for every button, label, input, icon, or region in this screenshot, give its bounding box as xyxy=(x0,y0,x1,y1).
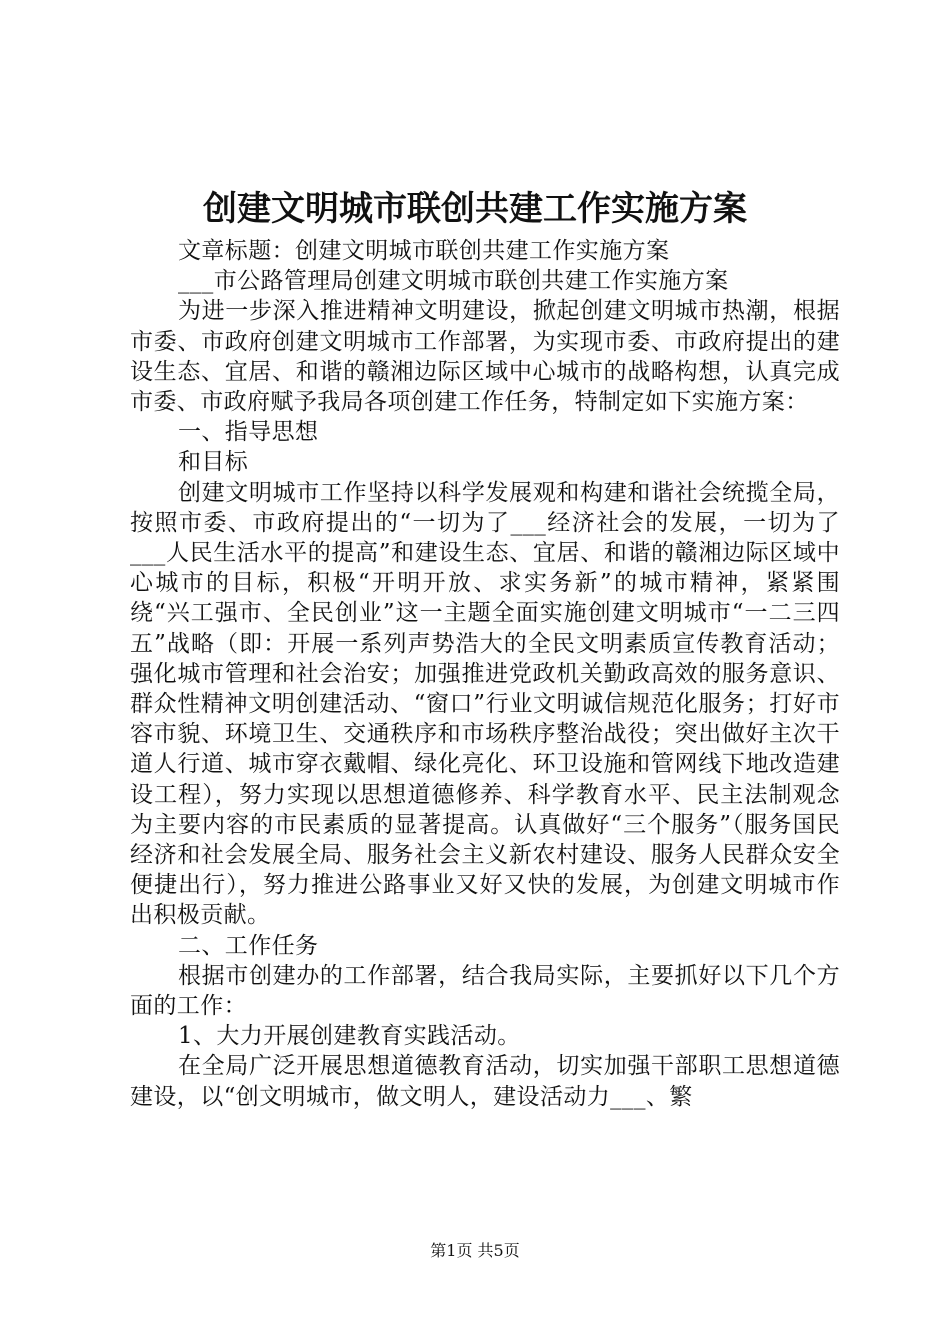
paragraph-guiding-thought: 创建文明城市工作坚持以科学发展观和构建和谐社会统揽全局，按照市委、市政府提出的“一切为了___经济社会的发展，一切为了___人民生活水平的提高”和建设生态、宜居、和谐的赣湘边际区域中心城市的目标，积极“开明开放、求实务新”的城市精神，紧紧围绕“兴工强市、全民创业”这一主题全面实施创建文明城市“一二三四五”战略（即：开展一系列声势浩大的全民文明素质宣传教育活动；强化城市管理和社会治安；加强推进党政机关勤政高效的服务意识、群众性精神文明创建活动、“窗口”行业文明诚信规范化服务；打好市容市貌、环境卫生、交通秩序和市场秩序整治战役；突出做好主次干道人行道、城市穿衣戴帽、绿化亮化、环卫设施和管网线下地改造建设工程），努力实现以思想道德修养、科学教育水平、民主法制观念为主要内容的市民素质的显著提高。认真做好“三个服务”（服务国民经济和社会发展全局、服务社会主义新农村建设、服务人民群众安全便捷出行），努力推进公路事业又好又快的发展，为创建文明城市作出积极贡献。 xyxy=(130,479,840,929)
section-heading-tasks: 二、工作任务 xyxy=(178,932,319,959)
plan-subtitle: ___市公路管理局创建文明城市联创共建工作实施方案 xyxy=(178,268,729,295)
paragraph-education: 在全局广泛开展思想道德教育活动，切实加强干部职工思想道德建设，以“创文明城市，做文明人，建设活动力___、繁 xyxy=(130,1053,840,1110)
article-title-line: 文章标题：创建文明城市联创共建工作实施方案 xyxy=(178,238,670,264)
document-title: 创建文明城市联创共建工作实施方案 xyxy=(203,189,747,229)
paragraph-tasks-intro: 根据市创建办的工作部署，结合我局实际，主要抓好以下几个方面的工作： xyxy=(130,962,840,1020)
paragraph-intro: 为进一步深入推进精神文明建设，掀起创建文明城市热潮，根据市委、市政府创建文明城市工作部署，为实现市委、市政府提出的建设生态、宜居、和谐的赣湘边际区域中心城市的战略构想，认真完成市委、市政府赋予我局各项创建工作任务，特制定如下实施方案： xyxy=(130,298,840,416)
subsection-heading-1: 1、大力开展创建教育实践活动。 xyxy=(178,1023,521,1050)
document-body xyxy=(130,236,840,1112)
section-heading-guiding-thought: 一、指导思想 xyxy=(178,419,319,446)
section-heading-continued: 和目标 xyxy=(178,449,249,476)
page-footer: 第1页 共5页 xyxy=(430,1241,520,1260)
